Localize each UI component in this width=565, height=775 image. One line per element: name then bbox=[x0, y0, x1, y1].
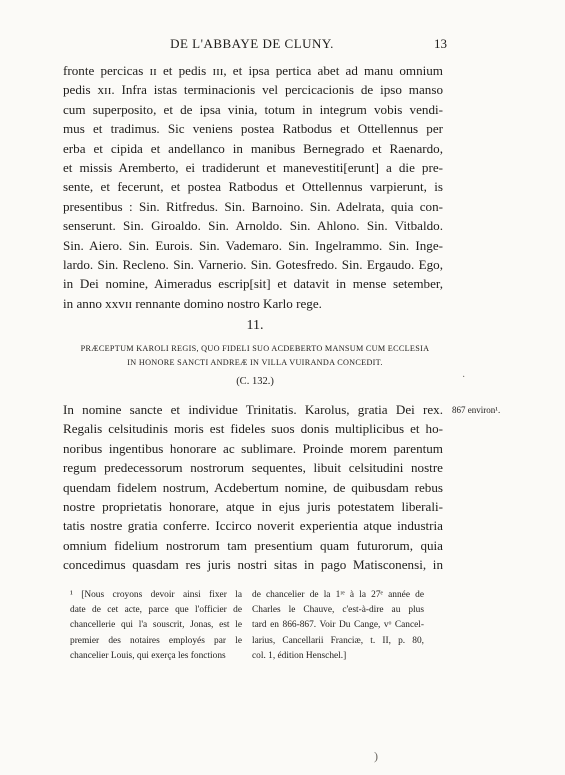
text-line: concedimus quasdam res juris nostri sitas in pago Matisconensi, in bbox=[63, 557, 443, 573]
charter-number: 11. bbox=[246, 318, 264, 333]
text-line: mus et tradimus. Sic veniens postea Ratbodus et Ottellennus per bbox=[63, 121, 443, 137]
text-line: noribus ingentibus honorare ac sublimare. Proinde morem parentum bbox=[63, 440, 443, 456]
ink-speck: · bbox=[462, 372, 466, 383]
text-line: fronte percicas ɪɪ et pedis ɪɪɪ, et ipsa pertica abet ad manu omnium bbox=[63, 63, 443, 78]
page-number: 13 bbox=[434, 36, 447, 51]
text-line: cum superposito, et de ipsa vinia, totum in integrum vobis vendi- bbox=[63, 101, 443, 117]
text-line: et missis Aremberto, ei tradiderunt et manevestiti[erunt] a die pre- bbox=[63, 160, 443, 176]
text-line: regum predecessorum nostrorum sequentes, libuit celsitudini nostre bbox=[63, 460, 443, 476]
footnote-line: col. 1, édition Henschel.] bbox=[252, 650, 347, 661]
footnote-line: larius, Cancellarii Franciæ, t. II, p. 80, bbox=[252, 635, 424, 646]
footnote-line: chancelier Louis, qui exerça les fonctions bbox=[70, 650, 226, 661]
continuation-text bbox=[63, 61, 443, 313]
charter-reference: (C. 132.) bbox=[236, 376, 274, 387]
text-line: erba et cipida et andellanco in manibus Bernegrado et Raenardo, bbox=[63, 140, 443, 156]
footnote-line: date de cet acte, parce que l'officier de bbox=[70, 605, 242, 616]
text-line: In nomine sancte et individue Trinitatis. Karolus, gratia Dei rex. bbox=[63, 402, 443, 417]
footnote-line: premier des notaires employés par le bbox=[70, 635, 242, 646]
charter-title-line: IN HONORE SANCTI ANDREÆ IN VILLA VUIRANDA CONCEDIT. bbox=[127, 358, 383, 367]
charter-text bbox=[63, 400, 443, 575]
text-line: lardo. Sin. Recleno. Sin. Varnerio. Sin. Gotesfredo. Sin. Ergaudo. Ego, bbox=[63, 257, 443, 273]
footnote-line: ¹ [Nous croyons devoir ainsi fixer la bbox=[70, 590, 242, 600]
text-line: quendam fidelem nostrum, Acdebertum nomine, de quibusdam rebus bbox=[63, 479, 443, 495]
text-line: presentibus : Sin. Ritfredus. Sin. Barnoino. Sin. Adelrata, quia con- bbox=[63, 198, 443, 214]
running-header: DE L'ABBAYE DE CLUNY. bbox=[170, 36, 334, 51]
text-line: nostre proprietatis honorare, atque in ejus juris potestatem liberali- bbox=[63, 499, 443, 515]
footnote-line: de chancelier de la 1ʳᵉ à la 27ᵉ année de bbox=[252, 590, 424, 600]
margin-date-note: 867 environ¹. bbox=[452, 405, 501, 415]
footnote-left-column bbox=[70, 588, 242, 664]
text-line: omnium fidelium nostrorum tam presentium quam futurorum, quia bbox=[63, 537, 443, 553]
footnote-line: Charles le Chauve, c'est-à-dire au plus bbox=[252, 605, 424, 616]
charter-title bbox=[60, 342, 450, 370]
footnote-line: chancellerie qui l'a souscrit, Jonas, est le bbox=[70, 620, 242, 631]
footnote-right-column bbox=[252, 588, 424, 664]
page-edge-mark: ) bbox=[374, 749, 378, 763]
text-line: in Dei nomine, Aimeradus escrip[sit] et datavit in mense setember, bbox=[63, 276, 443, 292]
text-line: sente, et fecerunt, et postea Ratbodus et Ottellennus varpierunt, is bbox=[63, 179, 443, 195]
footnote-line: tard en 866-867. Voir Du Cange, vᵒ Cancel- bbox=[252, 620, 424, 631]
text-line: tatis nostre gratia conferre. Iccirco noverit experientia atque industria bbox=[63, 518, 443, 534]
charter-title-line: PRÆCEPTUM KAROLI REGIS, QUO FIDELI SUO ACDEBERTO MANSUM CUM ECCLESIA bbox=[80, 344, 430, 353]
text-line: in anno xxvɪɪ rennante domino nostro Karlo rege. bbox=[63, 295, 322, 311]
text-line: senserunt. Sin. Giroaldo. Sin. Arnoldo. Sin. Ahlono. Sin. Vitbaldo. bbox=[63, 218, 443, 234]
text-line: pedis xɪɪ. Infra istas terminacionis vel percicacionis de ipso manso bbox=[63, 82, 443, 98]
text-line: Sin. Aiero. Sin. Eurois. Sin. Vademaro. Sin. Ingelrammo. Sin. Inge- bbox=[63, 237, 443, 253]
text-line: Regalis celsitudinis moris est fideles suos donis multiplicibus et ho- bbox=[63, 421, 443, 437]
